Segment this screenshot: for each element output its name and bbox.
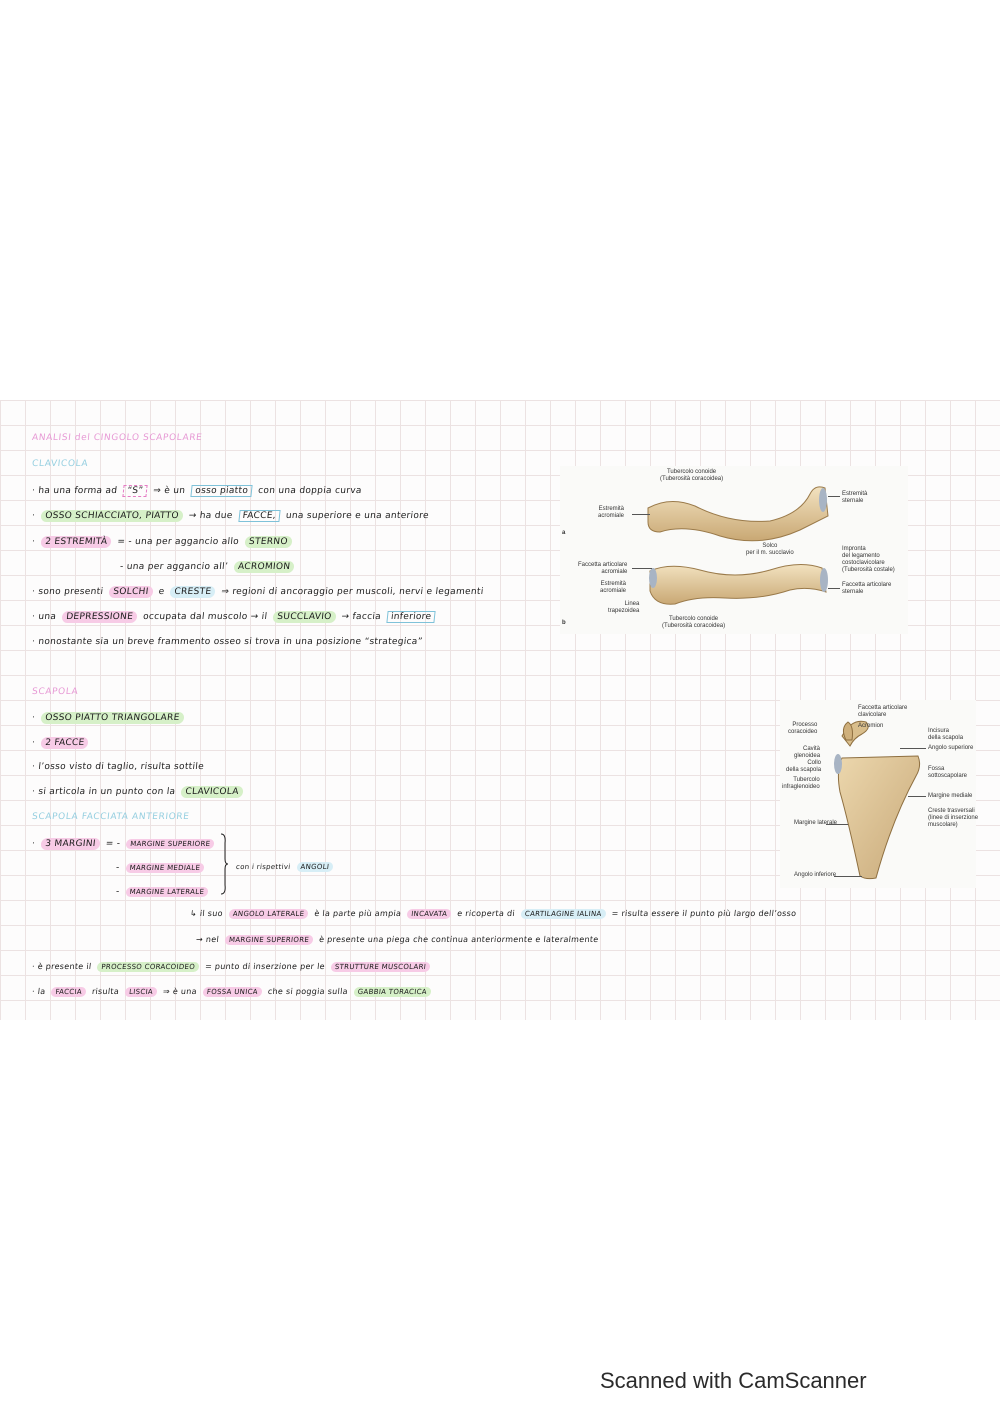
highlight: MARGINE SUPERIORE [224, 935, 313, 945]
note-text: = - una per aggancio allo [116, 537, 240, 547]
highlight: FOSSA UNICA [202, 987, 262, 997]
highlight: LISCIA [125, 987, 158, 997]
note-text: = punto di inserzione per le [204, 962, 326, 971]
note-line [31, 536, 298, 548]
camscanner-watermark: Scanned with CamScanner [600, 1368, 867, 1393]
note-text: · sono presenti [31, 587, 104, 597]
note-text: · la [31, 987, 46, 996]
note-text: risulta [91, 987, 120, 996]
note-text: è presente una piega che continua anteriormente e lateralmente [318, 935, 600, 944]
note-line [31, 786, 249, 798]
note-text: occupata dal muscolo → il [142, 612, 268, 622]
note-text: · si articola in un punto con la [31, 787, 176, 797]
note-text: è la parte più ampia [313, 909, 402, 918]
clavicola-heading: CLAVICOLA [31, 459, 89, 469]
figure-label-a: a [562, 530, 566, 536]
highlight: 3 MARGINI [41, 838, 101, 850]
highlight: ACROMION [233, 561, 295, 573]
leader-line [900, 748, 926, 749]
label-tubercolo-conoide: Tubercolo conoide (Tuberosità coracoidea) [662, 616, 726, 629]
highlight: SUCCLAVIO [273, 611, 337, 623]
label-fossa: Fossa sottoscapolare [928, 766, 968, 779]
leader-line [828, 496, 840, 497]
leader-line [828, 588, 840, 589]
label-faccetta-acromiale: Faccetta articolare acromiale [578, 562, 628, 575]
note-line [115, 863, 210, 873]
note-text: una superiore e una anteriore [285, 511, 430, 521]
inferiore-box: inferiore [386, 611, 436, 623]
highlight: DEPRESSIONE [62, 611, 138, 623]
label-angolo-superiore: Angolo superiore [928, 745, 974, 751]
leader-line [908, 796, 926, 797]
note-text: · l’osso visto di taglio, risulta sottile [31, 762, 205, 772]
note-line [31, 838, 221, 850]
note-text: → ha due [188, 511, 234, 521]
bullet: · [31, 839, 36, 849]
scapula-figure [780, 700, 979, 888]
note-line [31, 611, 442, 623]
label-creste: Creste trasversali (linee di inserzione muscolare) [928, 808, 979, 828]
highlight: GABBIA TORACICA [353, 987, 431, 997]
label-estremita-acromiale: Estremità acromiale [598, 506, 625, 519]
note-text: · nonostante sia un breve frammento osseo si trova in una posizione “strategica” [31, 637, 424, 647]
highlight: MARGINE LATERALE [125, 887, 209, 897]
label-linea-trapezoidea: Linea trapezoidea [608, 601, 640, 614]
leader-line [632, 568, 652, 569]
highlight: CLAVICOLA [181, 786, 244, 798]
note-line [119, 561, 300, 573]
highlight: MARGINE MEDIALE [125, 863, 205, 873]
label-faccetta-sternale: Faccetta articolare sternale [842, 582, 892, 595]
highlight: OSSO SCHIACCIATO, PIATTO [41, 510, 184, 522]
highlight: INCAVATA [407, 909, 452, 919]
scapola-heading: SCAPOLA [31, 687, 79, 697]
bullet: · [31, 713, 36, 723]
leader-line [834, 876, 862, 877]
label-acromion: Acromion [858, 723, 884, 729]
note-text: e [158, 587, 165, 597]
leader-line [632, 514, 650, 515]
note-line [31, 962, 436, 972]
note-line [31, 712, 190, 724]
s-shape-box: “S” [123, 485, 148, 497]
label-faccetta-clavicolare: Faccetta articolare clavicolare [858, 705, 908, 718]
label-solco: Solco per il m. succlavio [746, 543, 794, 556]
note-text: con i rispettivi [235, 863, 291, 871]
highlight: ANGOLI [296, 862, 334, 872]
label-incisura: Incisura della scapola [928, 728, 964, 741]
label-margine-mediale: Margine mediale [928, 793, 973, 799]
note-text: = risulta essere il punto più largo dell’osso [611, 909, 797, 918]
highlight: STERNO [244, 536, 292, 548]
label-impronta: Impronta del legamento costoclavicolare (Tuberosità costale) [842, 546, 895, 573]
note-text: ⇒ è una [162, 987, 198, 996]
note-text: che si poggia sulla [267, 987, 349, 996]
label-estremita-sternale: Estremità sternale [842, 491, 868, 504]
note-text: · è presente il [31, 962, 92, 971]
note-text: ⇒ regioni di ancoraggio per muscoli, nervi e legamenti [220, 587, 484, 597]
note-text: · ha una forma ad [31, 486, 118, 496]
label-processo-coracoideo: Processo coracoideo [788, 722, 818, 735]
highlight: 2 FACCE [41, 737, 90, 749]
note-text: con una doppia curva [257, 486, 363, 496]
note-text: · una [31, 612, 57, 622]
label-cavita-glenoidea: Cavità glenoidea [794, 746, 821, 759]
note-text: - [115, 863, 121, 873]
clavicle-figure [560, 466, 908, 634]
highlight: OSSO PIATTO TRIANGOLARE [41, 712, 185, 724]
note-text: - [115, 887, 121, 897]
bullet: · [31, 537, 36, 547]
note-line [31, 485, 368, 497]
note-text: → nel [195, 935, 220, 944]
osso-piatto-box: osso piatto [191, 485, 253, 497]
facce-box: FACCE, [238, 510, 281, 522]
note-text: ↳ il suo [189, 909, 224, 918]
curly-brace [220, 833, 228, 895]
highlight: FACCIA [51, 987, 87, 997]
note-line [31, 637, 429, 647]
label-estremita-acromiale: Estremità acromiale [600, 581, 627, 594]
label-collo: Collo della scapola [786, 760, 822, 773]
note-line [31, 737, 95, 749]
note-line [235, 862, 339, 872]
page-title: ANALISI del CINGOLO SCAPOLARE [31, 433, 203, 443]
label-tubercolo-conoide: Tubercolo conoide (Tuberosità coracoidea) [660, 469, 724, 482]
highlight: SOLCHI [109, 586, 154, 598]
note-line [31, 987, 437, 997]
note-line [189, 909, 802, 919]
leader-line [826, 824, 848, 825]
note-line [31, 586, 490, 598]
highlight: 2 ESTREMITÀ [41, 536, 112, 548]
scapola-subheading: SCAPOLA FACCIATA ANTERIORE [31, 812, 190, 822]
highlight: CRESTE [170, 586, 216, 598]
note-text: → faccia [340, 612, 382, 622]
label-margine-laterale: Margine laterale [794, 820, 838, 826]
note-text: e ricoperta di [456, 909, 516, 918]
label-angolo-inferiore: Angolo inferiore [794, 872, 837, 878]
bullet: · [31, 738, 36, 748]
note-text: = - [105, 839, 121, 849]
highlight: CARTILAGINE IALINA [520, 909, 606, 919]
label-tubercolo-infraglenoideo: Tubercolo infraglenoideo [782, 777, 820, 790]
note-line [31, 762, 210, 772]
note-text: - una per aggancio all’ [119, 562, 229, 572]
highlight: PROCESSO CORACOIDEO [97, 962, 200, 972]
note-line [115, 887, 214, 897]
highlight: ANGOLO LATERALE [228, 909, 309, 919]
figure-label-b: b [562, 620, 566, 626]
highlight: MARGINE SUPERIORE [126, 839, 215, 849]
highlight: STRUTTURE MUSCOLARI [330, 962, 430, 972]
bullet: · [31, 511, 36, 521]
note-line [31, 510, 435, 522]
note-text: ⇒ è un [152, 486, 186, 496]
note-line [195, 935, 605, 945]
